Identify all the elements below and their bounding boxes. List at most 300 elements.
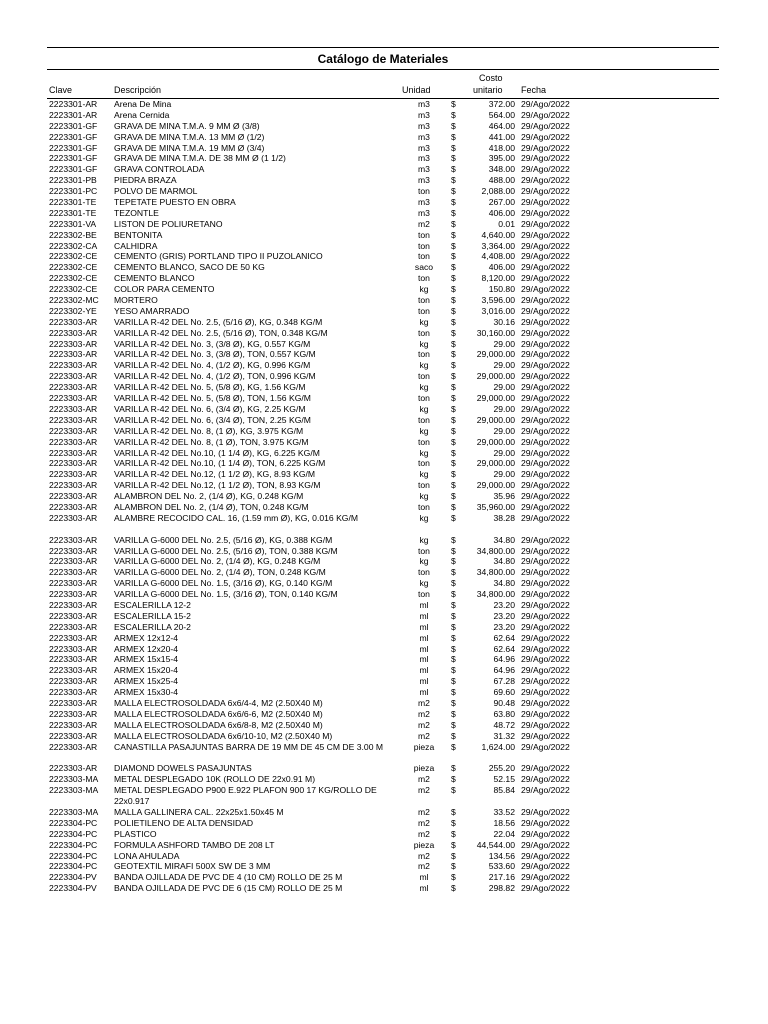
cell-costo: 62.64	[493, 632, 515, 643]
cell-fecha: 29/Ago/2022	[521, 621, 570, 632]
cell-costo: 4,408.00	[481, 251, 515, 262]
cell-clave: 2223303-AR	[49, 491, 98, 502]
cell-unidad: ton	[418, 295, 430, 306]
cell-costo: 4,640.00	[481, 229, 515, 240]
cell-costo: 406.00	[488, 262, 515, 273]
cell-costo: 29,000.00	[476, 480, 515, 491]
cell-descripcion: MALLA ELECTROSOLDADA 6x6/10-10, M2 (2.50X40 M)	[114, 730, 333, 741]
cell-descripcion: Arena Cernida	[114, 109, 170, 120]
table-row	[47, 339, 719, 350]
cell-costo: 35,960.00	[476, 501, 515, 512]
cell-currency: $	[451, 817, 456, 828]
cell-fecha: 29/Ago/2022	[521, 839, 570, 850]
cell-currency: $	[451, 436, 456, 447]
cell-fecha: 29/Ago/2022	[521, 567, 570, 578]
cell-descripcion: MORTERO	[114, 295, 158, 306]
cell-unidad: ton	[418, 480, 430, 491]
cell-fecha: 29/Ago/2022	[521, 99, 570, 109]
cell-descripcion: VARILLA R-42 DEL No. 8, (1 Ø), KG, 3.975 KG/M	[114, 425, 304, 436]
cell-fecha: 29/Ago/2022	[521, 186, 570, 197]
cell-descripcion: VARILLA R-42 DEL No. 6, (3/4 Ø), TON, 2.25 KG/M	[114, 414, 311, 425]
cell-costo: 52.15	[493, 774, 515, 785]
cell-currency: $	[451, 131, 456, 142]
cell-clave: 2223301-TE	[49, 197, 97, 208]
cell-clave: 2223301-TE	[49, 207, 97, 218]
cell-costo: 255.20	[488, 763, 515, 774]
cell-unidad: ml	[419, 610, 429, 621]
cell-clave: 2223301-GF	[49, 164, 98, 175]
cell-currency: $	[451, 186, 456, 197]
cell-costo: 0.01	[498, 218, 515, 229]
cell-clave: 2223301-PC	[49, 186, 98, 197]
cell-costo: 441.00	[488, 131, 515, 142]
cell-descripcion: VARILLA R-42 DEL No. 4, (1/2 Ø), TON, 0.996 KG/M	[114, 371, 316, 382]
cell-descripcion: PLASTICO	[114, 828, 157, 839]
cell-clave: 2223304-PC	[49, 828, 98, 839]
cell-fecha: 29/Ago/2022	[521, 480, 570, 491]
cell-descripcion: YESO AMARRADO	[114, 305, 190, 316]
table-row	[47, 872, 719, 883]
table-row	[47, 284, 719, 295]
cell-descripcion: ARMEX 15x20-4	[114, 665, 179, 676]
cell-descripcion: VARILLA R-42 DEL No. 2.5, (5/16 Ø), KG, 0.348 KG/M	[114, 316, 323, 327]
cell-currency: $	[451, 665, 456, 676]
cell-unidad: ml	[419, 872, 429, 883]
cell-clave: 2223303-AR	[49, 687, 98, 698]
cell-clave: 2223303-AR	[49, 556, 98, 567]
cell-fecha: 29/Ago/2022	[521, 491, 570, 502]
cell-costo: 22.04	[493, 828, 515, 839]
cell-costo: 34,800.00	[476, 545, 515, 556]
cell-clave: 2223304-PC	[49, 861, 98, 872]
cell-descripcion: METAL DESPLEGADO P900 E.922 PLAFON 900 17 KG/ROLLO DE 22x0.917	[114, 785, 377, 807]
cell-descripcion: VARILLA G-6000 DEL No. 2, (1/4 Ø), TON, 0.248 KG/M	[114, 567, 326, 578]
cell-currency: $	[451, 175, 456, 186]
cell-clave: 2223303-AR	[49, 512, 98, 523]
cell-currency: $	[451, 578, 456, 589]
cell-costo: 488.00	[488, 175, 515, 186]
cell-fecha: 29/Ago/2022	[521, 883, 570, 894]
cell-clave: 2223303-AR	[49, 469, 98, 480]
cell-currency: $	[451, 458, 456, 469]
cell-currency: $	[451, 589, 456, 600]
cell-currency: $	[451, 861, 456, 872]
table-row	[47, 567, 719, 578]
cell-descripcion: VARILLA R-42 DEL No. 4, (1/2 Ø), KG, 0.996 KG/M	[114, 360, 311, 371]
cell-fecha: 29/Ago/2022	[521, 512, 570, 523]
cell-fecha: 29/Ago/2022	[521, 534, 570, 545]
cell-clave: 2223304-PC	[49, 839, 98, 850]
cell-clave: 2223303-AR	[49, 643, 98, 654]
cell-unidad: ml	[419, 687, 429, 698]
cell-unidad: ton	[418, 436, 430, 447]
cell-costo: 29,000.00	[476, 349, 515, 360]
cell-unidad: pieza	[413, 741, 435, 752]
cell-unidad: ton	[418, 393, 430, 404]
cell-clave: 2223301-AR	[49, 109, 98, 120]
cell-descripcion: TEPETATE PUESTO EN OBRA	[114, 197, 236, 208]
table-row	[47, 273, 719, 284]
cell-currency: $	[451, 654, 456, 665]
cell-descripcion: VARILLA R-42 DEL No. 5, (5/8 Ø), KG, 1.56 KG/M	[114, 382, 306, 393]
table-row	[47, 861, 719, 872]
table-row	[47, 99, 719, 110]
cell-unidad: ton	[418, 229, 430, 240]
cell-unidad: ml	[419, 654, 429, 665]
cell-unidad: kg	[419, 556, 429, 567]
cell-fecha: 29/Ago/2022	[521, 556, 570, 567]
cell-unidad: m2	[418, 785, 430, 796]
cell-fecha: 29/Ago/2022	[521, 207, 570, 218]
cell-unidad: ton	[418, 349, 430, 360]
cell-clave: 2223304-PV	[49, 872, 97, 883]
cell-clave: 2223303-AR	[49, 698, 98, 708]
table-row	[47, 295, 719, 306]
cell-fecha: 29/Ago/2022	[521, 349, 570, 360]
table-row	[47, 589, 719, 600]
cell-unidad: ton	[418, 305, 430, 316]
cell-currency: $	[451, 360, 456, 371]
cell-currency: $	[451, 730, 456, 741]
cell-clave: 2223303-AR	[49, 316, 98, 327]
cell-descripcion: CALHIDRA	[114, 240, 158, 251]
header-descripcion: Descripción	[114, 85, 162, 95]
cell-currency: $	[451, 556, 456, 567]
cell-currency: $	[451, 338, 456, 349]
table-row	[47, 458, 719, 469]
cell-currency: $	[451, 403, 456, 414]
cell-descripcion: VARILLA R-42 DEL No.10, (1 1/4 Ø), KG, 6.225 KG/M	[114, 447, 320, 458]
cell-clave: 2223303-AR	[49, 567, 98, 578]
cell-costo: 35.96	[493, 491, 515, 502]
cell-unidad: kg	[419, 284, 429, 295]
cell-descripcion: ARMEX 12x20-4	[114, 643, 179, 654]
cell-clave: 2223303-AR	[49, 676, 98, 687]
cell-descripcion: ESCALERILLA 15-2	[114, 610, 191, 621]
cell-fecha: 29/Ago/2022	[521, 316, 570, 327]
cell-clave: 2223302-CE	[49, 284, 98, 295]
cell-fecha: 29/Ago/2022	[521, 414, 570, 425]
cell-unidad: ton	[418, 545, 430, 556]
cell-costo: 29,000.00	[476, 414, 515, 425]
cell-clave: 2223302-CE	[49, 251, 98, 262]
cell-descripcion: Arena De Mina	[114, 99, 172, 109]
cell-clave: 2223303-AR	[49, 501, 98, 512]
cell-costo: 33.52	[493, 806, 515, 817]
cell-fecha: 29/Ago/2022	[521, 229, 570, 240]
cell-currency: $	[451, 534, 456, 545]
cell-costo: 2,088.00	[481, 186, 515, 197]
cell-fecha: 29/Ago/2022	[521, 273, 570, 284]
table-row	[47, 230, 719, 241]
cell-descripcion: ALAMBRE RECOCIDO CAL. 16, (1.59 mm Ø), KG, 0.016 KG/M	[114, 512, 359, 523]
cell-clave: 2223303-AR	[49, 708, 98, 719]
cell-descripcion: ARMEX 15x25-4	[114, 676, 179, 687]
cell-clave: 2223303-AR	[49, 610, 98, 621]
table-row	[47, 676, 719, 687]
cell-costo: 34.80	[493, 556, 515, 567]
cell-currency: $	[451, 327, 456, 338]
cell-descripcion: ARMEX 15x30-4	[114, 687, 179, 698]
cell-currency: $	[451, 785, 456, 796]
cell-unidad: ton	[418, 567, 430, 578]
cell-unidad: ton	[418, 414, 430, 425]
cell-clave: 2223304-PC	[49, 850, 98, 861]
cell-descripcion: GRAVA DE MINA T.M.A. 19 MM Ø (3/4)	[114, 142, 265, 153]
cell-currency: $	[451, 708, 456, 719]
cell-fecha: 29/Ago/2022	[521, 676, 570, 687]
cell-clave: 2223303-AR	[49, 436, 98, 447]
table-row	[47, 251, 719, 262]
cell-descripcion: BANDA OJILLADA DE PVC DE 6 (15 CM) ROLLO DE 25 M	[114, 883, 343, 894]
cell-fecha: 29/Ago/2022	[521, 393, 570, 404]
table-row	[47, 175, 719, 186]
cell-currency: $	[451, 371, 456, 382]
materials-catalog-sheet	[47, 47, 719, 894]
cell-costo: 64.96	[493, 654, 515, 665]
table-row	[47, 502, 719, 513]
cell-clave: 2223303-AR	[49, 403, 98, 414]
table-row	[47, 317, 719, 328]
cell-currency: $	[451, 806, 456, 817]
cell-fecha: 29/Ago/2022	[521, 240, 570, 251]
cell-clave: 2223302-CE	[49, 262, 98, 273]
cell-descripcion: DIAMOND DOWELS PASAJUNTAS	[114, 763, 252, 774]
cell-unidad: m2	[418, 817, 430, 828]
cell-descripcion: VARILLA G-6000 DEL No. 2.5, (5/16 Ø), KG, 0.388 KG/M	[114, 534, 333, 545]
cell-costo: 134.56	[488, 850, 515, 861]
cell-costo: 34,800.00	[476, 589, 515, 600]
cell-clave: 2223303-AR	[49, 382, 98, 393]
table-row	[47, 349, 719, 360]
cell-unidad: kg	[419, 382, 429, 393]
cell-costo: 29.00	[493, 360, 515, 371]
table-row	[47, 132, 719, 143]
cell-clave: 2223302-YE	[49, 305, 97, 316]
cell-fecha: 29/Ago/2022	[521, 774, 570, 785]
cell-currency: $	[451, 349, 456, 360]
table-row	[47, 535, 719, 546]
cell-fecha: 29/Ago/2022	[521, 654, 570, 665]
cell-fecha: 29/Ago/2022	[521, 120, 570, 131]
cell-unidad: ton	[418, 273, 430, 284]
cell-clave: 2223302-BE	[49, 229, 97, 240]
cell-descripcion: PIEDRA BRAZA	[114, 175, 177, 186]
cell-unidad: m3	[418, 164, 430, 175]
cell-fecha: 29/Ago/2022	[521, 458, 570, 469]
cell-descripcion: GRAVA DE MINA T.M.A. DE 38 MM Ø (1 1/2)	[114, 153, 286, 164]
cell-clave: 2223303-AR	[49, 545, 98, 556]
cell-descripcion: TEZONTLE	[114, 207, 159, 218]
cell-descripcion: ALAMBRON DEL No. 2, (1/4 Ø), KG, 0.248 KG/M	[114, 491, 304, 502]
cell-currency: $	[451, 393, 456, 404]
cell-currency: $	[451, 414, 456, 425]
cell-clave: 2223303-AR	[49, 599, 98, 610]
cell-fecha: 29/Ago/2022	[521, 501, 570, 512]
cell-costo: 44,544.00	[476, 839, 515, 850]
cell-descripcion: CEMENTO BLANCO, SACO DE 50 KG	[114, 262, 265, 273]
cell-costo: 34.80	[493, 578, 515, 589]
cell-costo: 395.00	[488, 153, 515, 164]
cell-descripcion: ALAMBRON DEL No. 2, (1/4 Ø), TON, 0.248 KG/M	[114, 501, 309, 512]
cell-currency: $	[451, 273, 456, 284]
cell-fecha: 29/Ago/2022	[521, 545, 570, 556]
cell-fecha: 29/Ago/2022	[521, 382, 570, 393]
table-row	[47, 818, 719, 829]
table-row	[47, 687, 719, 698]
cell-fecha: 29/Ago/2022	[521, 872, 570, 883]
cell-costo: 29.00	[493, 447, 515, 458]
cell-clave: 2223303-AR	[49, 534, 98, 545]
cell-clave: 2223301-GF	[49, 120, 98, 131]
cell-clave: 2223303-AR	[49, 632, 98, 643]
cell-currency: $	[451, 491, 456, 502]
cell-descripcion: CANASTILLA PASAJUNTAS BARRA DE 19 MM DE 45 CM DE 3.00 M	[114, 741, 384, 752]
cell-fecha: 29/Ago/2022	[521, 371, 570, 382]
cell-clave: 2223303-AR	[49, 578, 98, 589]
table-row	[47, 513, 719, 535]
cell-currency: $	[451, 828, 456, 839]
header-fecha: Fecha	[521, 85, 547, 95]
cell-currency: $	[451, 480, 456, 491]
table-row	[47, 360, 719, 371]
cell-unidad: ton	[418, 186, 430, 197]
cell-fecha: 29/Ago/2022	[521, 708, 570, 719]
cell-descripcion: MALLA ELECTROSOLDADA 6x6/6-6, M2 (2.50X40 M)	[114, 708, 323, 719]
cell-descripcion: MALLA ELECTROSOLDADA 6x6/4-4, M2 (2.50X40 M)	[114, 698, 323, 708]
cell-unidad: m3	[418, 207, 430, 218]
cell-descripcion: VARILLA R-42 DEL No. 2.5, (5/16 Ø), TON, 0.348 KG/M	[114, 327, 328, 338]
cell-fecha: 29/Ago/2022	[521, 599, 570, 610]
cell-costo: 217.16	[488, 872, 515, 883]
cell-clave: 2223303-AR	[49, 327, 98, 338]
cell-unidad: m2	[418, 861, 430, 872]
cell-fecha: 29/Ago/2022	[521, 785, 570, 796]
cell-currency: $	[451, 109, 456, 120]
cell-descripcion: VARILLA G-6000 DEL No. 2, (1/4 Ø), KG, 0.248 KG/M	[114, 556, 321, 567]
table-row	[47, 164, 719, 175]
cell-currency: $	[451, 883, 456, 894]
cell-unidad: m2	[418, 719, 430, 730]
cell-descripcion: LONA AHULADA	[114, 850, 180, 861]
cell-costo: 3,016.00	[481, 305, 515, 316]
cell-costo: 150.80	[488, 284, 515, 295]
cell-fecha: 29/Ago/2022	[521, 153, 570, 164]
cell-currency: $	[451, 621, 456, 632]
cell-unidad: m2	[418, 698, 430, 708]
cell-unidad: ton	[418, 501, 430, 512]
cell-currency: $	[451, 599, 456, 610]
cell-unidad: m3	[418, 197, 430, 208]
cell-currency: $	[451, 698, 456, 708]
table-row	[47, 709, 719, 720]
table-row	[47, 393, 719, 404]
table-row	[47, 121, 719, 132]
cell-unidad: ml	[419, 632, 429, 643]
cell-clave: 2223303-AR	[49, 338, 98, 349]
cell-fecha: 29/Ago/2022	[521, 305, 570, 316]
table-row	[47, 262, 719, 273]
cell-currency: $	[451, 284, 456, 295]
cell-fecha: 29/Ago/2022	[521, 284, 570, 295]
cell-fecha: 29/Ago/2022	[521, 109, 570, 120]
cell-costo: 62.64	[493, 643, 515, 654]
cell-costo: 406.00	[488, 207, 515, 218]
table-row	[47, 731, 719, 742]
cell-fecha: 29/Ago/2022	[521, 665, 570, 676]
table-row	[47, 698, 719, 709]
cell-clave: 2223301-PB	[49, 175, 97, 186]
cell-currency: $	[451, 567, 456, 578]
table-row	[47, 774, 719, 785]
cell-currency: $	[451, 643, 456, 654]
cell-clave: 2223303-AR	[49, 763, 98, 774]
cell-costo: 29.00	[493, 469, 515, 480]
cell-unidad: m3	[418, 99, 430, 109]
cell-clave: 2223303-AR	[49, 349, 98, 360]
cell-descripcion: GEOTEXTIL MIRAFI 500X SW DE 3 MM	[114, 861, 271, 872]
cell-descripcion: COLOR PARA CEMENTO	[114, 284, 215, 295]
table-row	[47, 600, 719, 611]
cell-descripcion: BANDA OJILLADA DE PVC DE 4 (10 CM) ROLLO DE 25 M	[114, 872, 343, 883]
cell-fecha: 29/Ago/2022	[521, 295, 570, 306]
cell-costo: 48.72	[493, 719, 515, 730]
cell-descripcion: CEMENTO BLANCO	[114, 273, 195, 284]
cell-descripcion: VARILLA G-6000 DEL No. 1.5, (3/16 Ø), TON, 0.140 KG/M	[114, 589, 338, 600]
cell-clave: 2223303-AR	[49, 414, 98, 425]
cell-descripcion: POLVO DE MARMOL	[114, 186, 198, 197]
cell-clave: 2223303-AR	[49, 741, 98, 752]
cell-currency: $	[451, 207, 456, 218]
cell-fecha: 29/Ago/2022	[521, 131, 570, 142]
cell-clave: 2223303-AR	[49, 621, 98, 632]
cell-unidad: ton	[418, 589, 430, 600]
cell-unidad: pieza	[413, 839, 435, 850]
cell-fecha: 29/Ago/2022	[521, 360, 570, 371]
table-row	[47, 110, 719, 121]
cell-costo: 63.80	[493, 708, 515, 719]
cell-descripcion: VARILLA R-42 DEL No.10, (1 1/4 Ø), TON, 6.225 KG/M	[114, 458, 326, 469]
table-row	[47, 328, 719, 339]
cell-costo: 34,800.00	[476, 567, 515, 578]
cell-currency: $	[451, 142, 456, 153]
cell-fecha: 29/Ago/2022	[521, 817, 570, 828]
cell-descripcion: MALLA ELECTROSOLDADA 6x6/8-8, M2 (2.50X40 M)	[114, 719, 323, 730]
cell-fecha: 29/Ago/2022	[521, 262, 570, 273]
cell-costo: 23.20	[493, 610, 515, 621]
cell-unidad: kg	[419, 425, 429, 436]
cell-unidad: m2	[418, 730, 430, 741]
cell-unidad: m2	[418, 774, 430, 785]
table-row	[47, 807, 719, 818]
cell-unidad: ml	[419, 665, 429, 676]
cell-costo: 38.28	[493, 512, 515, 523]
table-row	[47, 785, 719, 807]
cell-currency: $	[451, 240, 456, 251]
cell-clave: 2223303-AR	[49, 458, 98, 469]
table-row	[47, 437, 719, 448]
cell-descripcion: VARILLA R-42 DEL No. 8, (1 Ø), TON, 3.975 KG/M	[114, 436, 309, 447]
cell-unidad: ml	[419, 676, 429, 687]
cell-currency: $	[451, 120, 456, 131]
cell-unidad: ton	[418, 458, 430, 469]
cell-currency: $	[451, 153, 456, 164]
cell-currency: $	[451, 632, 456, 643]
cell-currency: $	[451, 229, 456, 240]
table-row	[47, 622, 719, 633]
cell-unidad: m3	[418, 120, 430, 131]
cell-descripcion: POLIETILENO DE ALTA DENSIDAD	[114, 817, 254, 828]
